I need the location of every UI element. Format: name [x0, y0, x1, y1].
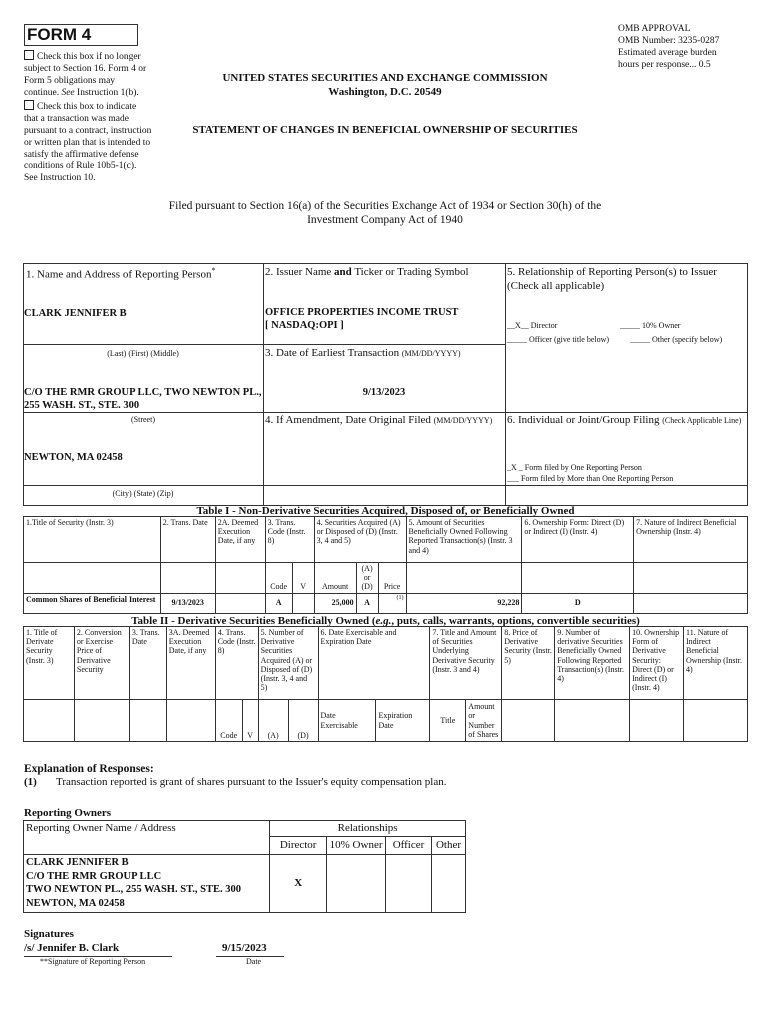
amendment-label — [265, 414, 492, 428]
label-2-and: and — [334, 266, 352, 278]
t1-sub-amount: Amount — [314, 563, 356, 594]
checkbox-section16-tail: Instruction 1(b). — [74, 87, 139, 98]
t2-h-exercisable: 6. Date Exercisable and Expiration Date — [318, 627, 430, 700]
reporting-person-street: C/O THE RMR GROUP LLC, TWO NEWTON PL., 255 WASH. ST., STE. 300 — [24, 387, 262, 412]
relationship-ten-pct: _____ 10% Owner — [620, 321, 681, 330]
t1-h-title: 1.Title of Security (Instr. 3) — [24, 517, 161, 563]
t1-sub-code: Code — [265, 563, 292, 594]
checkbox-10b5-1-text: Check this box to indicate that a transaction was made pursuant to a contract, instruction or written plan that is intended to satisfy the affirmative defense conditions of Rule 10b5-1(c). See Instruction 10. — [24, 102, 152, 184]
owners-col-officer: Officer — [386, 836, 432, 854]
t2-sub-title: Title — [430, 700, 466, 742]
t1-row-form: D — [522, 593, 634, 613]
t1-sub-v: V — [292, 563, 314, 594]
table2-title-pre: Table II - Derivative Securities Beneficially Owned ( — [131, 615, 376, 627]
label-2-pre: 2. Issuer Name — [265, 266, 335, 278]
checkbox-section16[interactable] — [24, 50, 34, 60]
owner-line: NEWTON, MA 02458 — [26, 897, 125, 909]
signature-name: /s/ Jennifer B. Clark — [24, 942, 120, 954]
t1-h-date: 2. Trans. Date — [160, 517, 215, 563]
explanation-item — [24, 776, 446, 790]
t1-row-date: 9/13/2023 — [160, 593, 215, 613]
t1-row-amount: 25,000 — [314, 593, 356, 613]
street-caption: (Street) — [131, 415, 155, 424]
label-6-small: (Check Applicable Line) — [662, 416, 742, 425]
signatures-heading: Signatures — [24, 928, 74, 940]
omb-line: hours per response... 0.5 — [618, 59, 711, 70]
signature-date: 9/15/2023 — [222, 942, 267, 954]
owner-line: C/O THE RMR GROUP LLC — [26, 870, 162, 882]
checkbox-rule-10b5-1[interactable] — [24, 100, 34, 110]
earliest-transaction-label — [265, 347, 461, 361]
form-title-box — [24, 24, 138, 46]
t2-h-nature: 11. Nature of Indirect Beneficial Ownership (Instr. 4) — [683, 627, 747, 700]
label-3-small: (MM/DD/YYYY) — [401, 349, 461, 358]
relationship-director: __X__ Director — [507, 321, 558, 330]
t2-sub-a: (A) — [258, 700, 288, 742]
owner-line: CLARK JENNIFER B — [26, 856, 129, 868]
t2-h-number: 5. Number of Derivative Securities Acquired (A) or Disposed of (D) (Instr. 3, 4 and 5) — [258, 627, 318, 700]
issuer-ticker: [ NASDAQ:OPI ] — [265, 320, 344, 332]
label-4: 4. If Amendment, Date Original Filed — [265, 414, 431, 426]
owner-director-mark: X — [270, 854, 327, 912]
checkbox-no-longer-subject — [24, 50, 152, 100]
filing-label — [507, 414, 747, 428]
t2-h-title: 1. Title of Derivate Security (Instr. 3) — [24, 627, 75, 700]
t1-h-securities: 4. Securities Acquired (A) or Disposed of (D) (Instr. 3, 4 and 5) — [314, 517, 406, 563]
statement-title: STATEMENT OF CHANGES IN BENEFICIAL OWNERSHIP OF SECURITIES — [192, 124, 578, 136]
agency-location: Washington, D.C. 20549 — [328, 85, 442, 98]
issuer-name — [265, 306, 458, 332]
t1-sub-price: Price — [378, 563, 406, 594]
relationship-other: _____ Other (specify below) — [630, 335, 723, 344]
t1-h-ownership-form: 6. Ownership Form: Direct (D) or Indirect (I) (Instr. 4) — [522, 517, 634, 563]
t1-h-nature: 7. Nature of Indirect Beneficial Ownership (Instr. 4) — [634, 517, 748, 563]
earliest-transaction-date: 9/13/2023 — [362, 387, 406, 398]
explanation-heading: Explanation of Responses: — [24, 763, 154, 775]
table2 — [23, 626, 748, 742]
t1-row-price-note: (1) — [378, 593, 406, 613]
omb-approval — [618, 24, 758, 72]
agency-name — [160, 72, 610, 100]
reporting-person-name: CLARK JENNIFER B — [24, 308, 127, 319]
t1-row-title: Common Shares of Beneficial Interest — [24, 593, 161, 613]
checkbox-10b5-1 — [24, 100, 152, 185]
owners-col-name: Reporting Owner Name / Address — [24, 821, 270, 855]
omb-line: OMB Number: 3235-0287 — [618, 35, 720, 46]
filed-line-1: Filed pursuant to Section 16(a) of the Securities Exchange Act of 1934 or Section 30(h) of the — [168, 200, 602, 212]
date-caption: Date — [246, 957, 262, 966]
table1 — [23, 516, 748, 614]
signature-caption-text: Signature of Reporting Person — [48, 957, 146, 966]
owners-heading: Reporting Owners — [24, 807, 112, 819]
relationship-officer: _____ Officer (give title below) — [507, 335, 610, 344]
table2-title-post: , puts, calls, warrants, options, convertible securities) — [391, 615, 640, 627]
omb-line: Estimated average burden — [618, 47, 717, 58]
reporting-person-label — [26, 266, 215, 282]
t2-h-number-owned: 9. Number of derivative Securities Beneficially Owned Following Reported Transaction(s) (Instr. 4) — [555, 627, 630, 700]
table2-title-eg: e.g. — [375, 615, 392, 627]
city-caption: (City) (State) (Zip) — [112, 489, 174, 498]
reporting-person-city: NEWTON, MA 02458 — [24, 452, 123, 463]
label-2-post: Ticker or Trading Symbol — [351, 266, 469, 278]
filing-one-person: _X _ Form filed by One Reporting Person — [507, 463, 642, 472]
owners-col-ten: 10% Owner — [327, 836, 386, 854]
t2-sub-expiration: Expiration Date — [376, 700, 430, 742]
checkbox-section16-text: Check this box if no longer subject to Section 16. Form 4 or Form 5 obligations may continue. — [24, 52, 147, 98]
t2-h-ownership-form: 10. Ownership Form of Derivative Security: Direct (D) or Indirect (I) (Instr. 4) — [630, 627, 684, 700]
form-title: FORM 4 — [27, 25, 92, 44]
issuer-label — [265, 266, 469, 280]
relationship-label: 5. Relationship of Reporting Person(s) to Issuer (Check all applicable) — [507, 266, 717, 292]
filing-more-persons: ___ Form filed by More than One Reporting Person — [507, 474, 674, 483]
t1-row-ad: A — [356, 593, 378, 613]
t2-sub-v: V — [242, 700, 258, 742]
t2-sub-date-exercisable: Date Exercisable — [318, 700, 376, 742]
t2-sub-d: (D) — [288, 700, 318, 742]
t2-h-deemed: 3A. Deemed Execution Date, if any — [166, 627, 215, 700]
agency-title: UNITED STATES SECURITIES AND EXCHANGE COMMISSION — [222, 72, 548, 84]
owners-col-other: Other — [431, 836, 465, 854]
omb-line: OMB APPROVAL — [618, 24, 691, 34]
label-4-small: (MM/DD/YYYY) — [433, 416, 493, 425]
explanation-text: Transaction reported is grant of shares pursuant to the Issuer's equity compensation plan. — [56, 776, 447, 788]
label-1-mark: * — [211, 266, 216, 275]
issuer-name-text: OFFICE PROPERTIES INCOME TRUST — [265, 307, 459, 318]
t2-sub-amount: Amount or Number of Shares — [466, 700, 502, 742]
t1-h-amount-owned: 5. Amount of Securities Beneficially Owned Following Reported Transaction(s) (Instr. 3 and 4) — [406, 517, 522, 563]
t2-h-price: 8. Price of Derivative Security (Instr. 5) — [502, 627, 555, 700]
filed-line-2: Investment Company Act of 1940 — [307, 214, 463, 227]
owners-col-director: Director — [270, 836, 327, 854]
name-caption: (Last) (First) (Middle) — [107, 349, 179, 358]
label-1: 1. Name and Address of Reporting Person — [26, 268, 212, 281]
t2-h-code: 4. Trans. Code (Instr. 8) — [215, 627, 258, 700]
t2-h-underlying: 7. Title and Amount of Securities Underlying Derivative Security (Instr. 3 and 4) — [430, 627, 502, 700]
owners-table — [23, 820, 466, 913]
t2-sub-code: Code — [215, 700, 242, 742]
t2-h-date: 3. Trans. Date — [129, 627, 166, 700]
see-text: See — [61, 87, 75, 98]
owner-address — [24, 854, 270, 912]
t1-row-owned: 92,228 — [406, 593, 522, 613]
label-6: 6. Individual or Joint/Group Filing — [507, 414, 660, 426]
t1-h-code: 3. Trans. Code (Instr. 8) — [265, 517, 314, 563]
label-3: 3. Date of Earliest Transaction — [265, 347, 400, 359]
table-row — [24, 593, 748, 613]
t2-h-conversion: 2. Conversion or Exercise Price of Derivative Security — [74, 627, 129, 700]
owner-line: TWO NEWTON PL., 255 WASH. ST., STE. 300 — [26, 884, 242, 896]
signature-mark: ** — [40, 957, 48, 966]
filed-pursuant — [100, 199, 670, 228]
t1-row-code: A — [265, 593, 292, 613]
t1-sub-ad: (A) or (D) — [356, 563, 378, 594]
explanation-num: (1) — [24, 776, 37, 788]
owners-col-relationships: Relationships — [270, 821, 466, 837]
t1-h-deemed: 2A. Deemed Execution Date, if any — [215, 517, 265, 563]
signature-caption — [40, 957, 145, 967]
table-row — [24, 854, 466, 912]
table1-title: Table I - Non-Derivative Securities Acquired, Disposed of, or Beneficially Owned — [196, 505, 575, 517]
